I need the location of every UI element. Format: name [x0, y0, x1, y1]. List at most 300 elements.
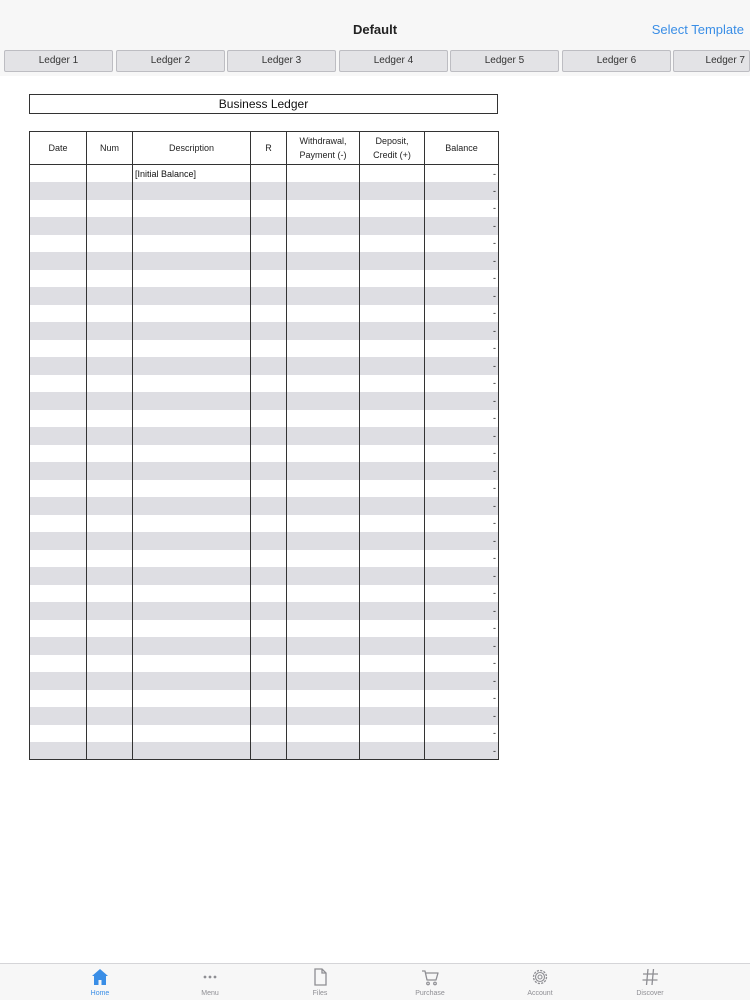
cell-balance[interactable]: -	[425, 637, 499, 655]
cell-deposit[interactable]	[360, 165, 425, 183]
cell-num[interactable]	[87, 270, 133, 288]
cell-r[interactable]	[251, 690, 287, 708]
cell-num[interactable]	[87, 515, 133, 533]
cell-num[interactable]	[87, 707, 133, 725]
sheet-tab-bar	[0, 48, 750, 76]
cell-num[interactable]	[87, 305, 133, 323]
cell-num[interactable]	[87, 165, 133, 183]
cell-description[interactable]	[133, 550, 251, 568]
cell-r[interactable]	[251, 480, 287, 498]
cell-deposit[interactable]	[360, 410, 425, 428]
cell-withdrawal[interactable]	[287, 165, 360, 183]
cell-description[interactable]	[133, 375, 251, 393]
cell-description[interactable]	[133, 445, 251, 463]
column-header-date[interactable]	[30, 132, 87, 165]
cell-r[interactable]	[251, 532, 287, 550]
column-header-balance[interactable]	[425, 132, 499, 165]
cell-description[interactable]	[133, 252, 251, 270]
cell-deposit[interactable]	[360, 672, 425, 690]
cell-deposit[interactable]	[360, 655, 425, 673]
cell-deposit[interactable]	[360, 182, 425, 200]
cell-r[interactable]	[251, 515, 287, 533]
cell-num[interactable]	[87, 637, 133, 655]
cell-date[interactable]	[30, 392, 87, 410]
tab-ledger-3[interactable]: Ledger 3	[227, 50, 336, 72]
tab-ledger-6[interactable]: Ledger 6	[562, 50, 671, 72]
cell-balance[interactable]: -	[425, 707, 499, 725]
cell-balance[interactable]: -	[425, 532, 499, 550]
table-row	[30, 427, 499, 445]
column-header-deposit-line1: Deposit,	[375, 136, 409, 146]
cell-withdrawal[interactable]	[287, 410, 360, 428]
cell-description[interactable]	[133, 322, 251, 340]
cell-deposit[interactable]	[360, 392, 425, 410]
bottom-tab-purchase[interactable]	[395, 967, 465, 997]
cell-description[interactable]	[133, 182, 251, 200]
cell-num[interactable]	[87, 462, 133, 480]
cell-num[interactable]	[87, 497, 133, 515]
cell-deposit[interactable]	[360, 480, 425, 498]
cell-balance[interactable]: -	[425, 742, 499, 760]
cell-date[interactable]	[30, 217, 87, 235]
cell-withdrawal[interactable]	[287, 497, 360, 515]
cell-deposit[interactable]	[360, 637, 425, 655]
cell-description[interactable]	[133, 305, 251, 323]
cell-r[interactable]	[251, 725, 287, 743]
table-row	[30, 322, 499, 340]
cell-num[interactable]	[87, 375, 133, 393]
cell-description[interactable]	[133, 672, 251, 690]
cell-withdrawal[interactable]	[287, 585, 360, 603]
table-row	[30, 392, 499, 410]
cell-num[interactable]	[87, 357, 133, 375]
cell-balance[interactable]: -	[425, 165, 499, 183]
cell-balance[interactable]: -	[425, 217, 499, 235]
cell-date[interactable]	[30, 532, 87, 550]
column-header-withdrawal-line1: Withdrawal,	[299, 136, 347, 146]
cell-description[interactable]	[133, 480, 251, 498]
cell-withdrawal[interactable]	[287, 515, 360, 533]
cell-date[interactable]	[30, 707, 87, 725]
cell-description[interactable]	[133, 532, 251, 550]
cell-r[interactable]	[251, 252, 287, 270]
table-row	[30, 567, 499, 585]
cell-date[interactable]	[30, 462, 87, 480]
cell-num[interactable]	[87, 182, 133, 200]
cell-r[interactable]	[251, 305, 287, 323]
cell-deposit[interactable]	[360, 427, 425, 445]
cell-withdrawal[interactable]	[287, 602, 360, 620]
cell-r[interactable]	[251, 235, 287, 253]
cell-description[interactable]	[133, 235, 251, 253]
cell-num[interactable]	[87, 392, 133, 410]
column-header-num-label: Num	[99, 143, 119, 153]
cell-description[interactable]	[133, 462, 251, 480]
cell-withdrawal[interactable]	[287, 200, 360, 218]
cell-date[interactable]	[30, 375, 87, 393]
table-row	[30, 637, 499, 655]
cell-deposit[interactable]	[360, 725, 425, 743]
cell-deposit[interactable]	[360, 462, 425, 480]
cell-r[interactable]	[251, 392, 287, 410]
cell-deposit[interactable]	[360, 550, 425, 568]
cell-date[interactable]	[30, 322, 87, 340]
cell-date[interactable]	[30, 340, 87, 358]
cell-withdrawal[interactable]	[287, 427, 360, 445]
select-template-button[interactable]: Select Template	[651, 22, 744, 37]
table-row	[30, 217, 499, 235]
cell-date[interactable]	[30, 585, 87, 603]
cell-date[interactable]	[30, 182, 87, 200]
cell-deposit[interactable]	[360, 235, 425, 253]
cell-withdrawal[interactable]	[287, 550, 360, 568]
cell-deposit[interactable]	[360, 340, 425, 358]
column-header-description[interactable]	[133, 132, 251, 165]
cell-withdrawal[interactable]	[287, 707, 360, 725]
cell-r[interactable]	[251, 200, 287, 218]
cell-withdrawal[interactable]	[287, 322, 360, 340]
cell-deposit[interactable]	[360, 585, 425, 603]
cell-deposit[interactable]	[360, 567, 425, 585]
cell-r[interactable]	[251, 427, 287, 445]
cell-description[interactable]	[133, 515, 251, 533]
cell-description[interactable]	[133, 655, 251, 673]
cell-date[interactable]	[30, 357, 87, 375]
column-header-withdrawal[interactable]	[287, 132, 360, 165]
cell-withdrawal[interactable]	[287, 655, 360, 673]
bottom-tab-discover[interactable]	[615, 967, 685, 997]
cell-r[interactable]	[251, 742, 287, 760]
cell-num[interactable]	[87, 585, 133, 603]
cell-withdrawal[interactable]	[287, 690, 360, 708]
cell-balance[interactable]: -	[425, 567, 499, 585]
more-dots-icon	[200, 967, 220, 987]
cell-withdrawal[interactable]	[287, 445, 360, 463]
cell-r[interactable]	[251, 217, 287, 235]
cell-balance[interactable]: -	[425, 620, 499, 638]
bottom-tab-purchase-label: Purchase	[415, 990, 445, 997]
cell-balance[interactable]: -	[425, 655, 499, 673]
cell-deposit[interactable]	[360, 602, 425, 620]
cell-balance[interactable]: -	[425, 392, 499, 410]
table-row	[30, 655, 499, 673]
cell-withdrawal[interactable]	[287, 217, 360, 235]
cell-balance[interactable]: -	[425, 480, 499, 498]
column-header-deposit[interactable]	[360, 132, 425, 165]
bottom-tab-home[interactable]	[65, 967, 135, 997]
cell-r[interactable]	[251, 567, 287, 585]
cell-balance[interactable]: -	[425, 252, 499, 270]
cell-r[interactable]	[251, 672, 287, 690]
cell-description[interactable]	[133, 707, 251, 725]
cell-date[interactable]	[30, 427, 87, 445]
cell-date[interactable]	[30, 515, 87, 533]
cell-withdrawal[interactable]	[287, 532, 360, 550]
column-header-withdrawal-line2: Payment (-)	[299, 150, 347, 160]
cell-description[interactable]	[133, 427, 251, 445]
cell-date[interactable]	[30, 480, 87, 498]
table-row	[30, 445, 499, 463]
cell-date[interactable]	[30, 235, 87, 253]
cell-date[interactable]	[30, 287, 87, 305]
cell-num[interactable]	[87, 672, 133, 690]
tab-ledger-5[interactable]: Ledger 5	[450, 50, 559, 72]
cell-withdrawal[interactable]	[287, 742, 360, 760]
bottom-tab-bar	[0, 963, 750, 1000]
cell-num[interactable]	[87, 602, 133, 620]
bottom-tab-menu[interactable]	[175, 967, 245, 997]
table-header-row	[30, 132, 499, 165]
ledger-table	[29, 131, 499, 760]
cell-description[interactable]	[133, 620, 251, 638]
table-row	[30, 690, 499, 708]
column-header-description-label: Description	[168, 143, 215, 153]
file-icon	[310, 967, 330, 987]
cell-description[interactable]	[133, 357, 251, 375]
cell-num[interactable]	[87, 550, 133, 568]
cell-description[interactable]	[133, 340, 251, 358]
cell-balance[interactable]: -	[425, 725, 499, 743]
cell-date[interactable]	[30, 410, 87, 428]
cell-deposit[interactable]	[360, 497, 425, 515]
cell-withdrawal[interactable]	[287, 340, 360, 358]
cell-num[interactable]	[87, 620, 133, 638]
cell-r[interactable]	[251, 340, 287, 358]
cell-deposit[interactable]	[360, 252, 425, 270]
cell-r[interactable]	[251, 410, 287, 428]
column-header-num[interactable]	[87, 132, 133, 165]
cell-description[interactable]	[133, 287, 251, 305]
cell-num[interactable]	[87, 480, 133, 498]
cell-date[interactable]	[30, 270, 87, 288]
cell-r[interactable]	[251, 620, 287, 638]
cell-withdrawal[interactable]	[287, 725, 360, 743]
cell-withdrawal[interactable]	[287, 235, 360, 253]
cell-balance[interactable]: -	[425, 585, 499, 603]
cell-r[interactable]	[251, 550, 287, 568]
table-row	[30, 497, 499, 515]
tab-ledger-1[interactable]: Ledger 1	[4, 50, 113, 72]
table-row	[30, 672, 499, 690]
cell-withdrawal[interactable]	[287, 305, 360, 323]
cell-description[interactable]	[133, 690, 251, 708]
cell-r[interactable]	[251, 707, 287, 725]
cell-balance[interactable]: -	[425, 182, 499, 200]
cell-num[interactable]	[87, 742, 133, 760]
cell-r[interactable]	[251, 375, 287, 393]
cell-balance[interactable]: -	[425, 515, 499, 533]
cell-date[interactable]	[30, 602, 87, 620]
cell-r[interactable]	[251, 270, 287, 288]
cell-r[interactable]	[251, 322, 287, 340]
cell-withdrawal[interactable]	[287, 252, 360, 270]
cell-description[interactable]	[133, 637, 251, 655]
cell-withdrawal[interactable]	[287, 462, 360, 480]
cell-deposit[interactable]	[360, 287, 425, 305]
cell-deposit[interactable]	[360, 707, 425, 725]
cell-description[interactable]	[133, 742, 251, 760]
cell-deposit[interactable]	[360, 305, 425, 323]
cell-r[interactable]	[251, 462, 287, 480]
cell-deposit[interactable]	[360, 270, 425, 288]
bottom-tab-files-label: Files	[312, 990, 328, 997]
cell-num[interactable]	[87, 410, 133, 428]
cell-num[interactable]	[87, 340, 133, 358]
cell-num[interactable]	[87, 532, 133, 550]
tab-ledger-7[interactable]: Ledger 7	[673, 50, 750, 72]
cell-balance[interactable]: -	[425, 462, 499, 480]
cell-description[interactable]	[133, 602, 251, 620]
cell-balance[interactable]: -	[425, 410, 499, 428]
cell-deposit[interactable]	[360, 217, 425, 235]
cell-date[interactable]	[30, 690, 87, 708]
cell-withdrawal[interactable]	[287, 637, 360, 655]
cell-num[interactable]	[87, 690, 133, 708]
table-row	[30, 305, 499, 323]
table-row	[30, 182, 499, 200]
cell-date[interactable]	[30, 655, 87, 673]
cell-description[interactable]	[133, 200, 251, 218]
cell-date[interactable]	[30, 620, 87, 638]
cell-date[interactable]	[30, 200, 87, 218]
cell-balance[interactable]: -	[425, 427, 499, 445]
table-row	[30, 480, 499, 498]
cell-deposit[interactable]	[360, 357, 425, 375]
cell-balance[interactable]: -	[425, 340, 499, 358]
cell-num[interactable]	[87, 252, 133, 270]
cell-deposit[interactable]	[360, 515, 425, 533]
cell-deposit[interactable]	[360, 375, 425, 393]
cell-date[interactable]	[30, 567, 87, 585]
tab-ledger-4[interactable]: Ledger 4	[339, 50, 448, 72]
table-row	[30, 357, 499, 375]
cell-num[interactable]	[87, 217, 133, 235]
cell-date[interactable]	[30, 550, 87, 568]
cell-description[interactable]: [Initial Balance]	[133, 165, 251, 183]
cell-balance[interactable]: -	[425, 305, 499, 323]
cell-balance[interactable]: -	[425, 602, 499, 620]
bottom-tab-account[interactable]	[505, 967, 575, 997]
cell-withdrawal[interactable]	[287, 672, 360, 690]
ledger-title[interactable]: Business Ledger	[29, 94, 498, 114]
cell-withdrawal[interactable]	[287, 357, 360, 375]
cell-withdrawal[interactable]	[287, 567, 360, 585]
cell-withdrawal[interactable]	[287, 480, 360, 498]
cell-r[interactable]	[251, 165, 287, 183]
cell-r[interactable]	[251, 585, 287, 603]
cell-date[interactable]	[30, 165, 87, 183]
cell-r[interactable]	[251, 497, 287, 515]
cell-num[interactable]	[87, 322, 133, 340]
cell-num[interactable]	[87, 287, 133, 305]
cell-r[interactable]	[251, 655, 287, 673]
table-row	[30, 235, 499, 253]
cell-description[interactable]	[133, 392, 251, 410]
cell-date[interactable]	[30, 497, 87, 515]
cell-balance[interactable]: -	[425, 690, 499, 708]
cell-deposit[interactable]	[360, 200, 425, 218]
page-title: Default	[352, 22, 398, 37]
cell-date[interactable]	[30, 637, 87, 655]
cell-withdrawal[interactable]	[287, 287, 360, 305]
table-row	[30, 270, 499, 288]
cell-num[interactable]	[87, 235, 133, 253]
home-icon	[90, 967, 110, 987]
cell-r[interactable]	[251, 357, 287, 375]
cell-balance[interactable]: -	[425, 672, 499, 690]
bottom-tab-home-label: Home	[90, 990, 110, 997]
cell-num[interactable]	[87, 427, 133, 445]
table-row	[30, 742, 499, 760]
cell-date[interactable]	[30, 445, 87, 463]
cell-description[interactable]	[133, 217, 251, 235]
cell-date[interactable]	[30, 672, 87, 690]
cell-num[interactable]	[87, 725, 133, 743]
table-row	[30, 200, 499, 218]
cell-balance[interactable]: -	[425, 322, 499, 340]
cell-balance[interactable]: -	[425, 287, 499, 305]
cell-withdrawal[interactable]	[287, 182, 360, 200]
cell-withdrawal[interactable]	[287, 270, 360, 288]
cell-r[interactable]	[251, 182, 287, 200]
cell-deposit[interactable]	[360, 690, 425, 708]
cell-deposit[interactable]	[360, 445, 425, 463]
cell-deposit[interactable]	[360, 322, 425, 340]
cell-date[interactable]	[30, 725, 87, 743]
cell-date[interactable]	[30, 305, 87, 323]
cell-r[interactable]	[251, 637, 287, 655]
cell-balance[interactable]: -	[425, 357, 499, 375]
cell-num[interactable]	[87, 200, 133, 218]
cell-r[interactable]	[251, 602, 287, 620]
cell-num[interactable]	[87, 655, 133, 673]
cell-num[interactable]	[87, 445, 133, 463]
cell-description[interactable]	[133, 567, 251, 585]
column-header-r[interactable]	[251, 132, 287, 165]
tab-ledger-2[interactable]: Ledger 2	[116, 50, 225, 72]
top-navigation-bar	[0, 0, 750, 48]
cell-withdrawal[interactable]	[287, 392, 360, 410]
table-row	[30, 375, 499, 393]
cell-balance[interactable]: -	[425, 445, 499, 463]
cell-balance[interactable]: -	[425, 270, 499, 288]
cell-deposit[interactable]	[360, 742, 425, 760]
cell-balance[interactable]: -	[425, 200, 499, 218]
cell-date[interactable]	[30, 252, 87, 270]
cell-balance[interactable]: -	[425, 235, 499, 253]
cell-r[interactable]	[251, 287, 287, 305]
cell-description[interactable]	[133, 585, 251, 603]
cell-withdrawal[interactable]	[287, 375, 360, 393]
cell-balance[interactable]: -	[425, 497, 499, 515]
cell-r[interactable]	[251, 445, 287, 463]
cell-num[interactable]	[87, 567, 133, 585]
cell-withdrawal[interactable]	[287, 620, 360, 638]
cell-description[interactable]	[133, 725, 251, 743]
table-row	[30, 410, 499, 428]
table-row	[30, 602, 499, 620]
table-row	[30, 725, 499, 743]
cell-balance[interactable]: -	[425, 550, 499, 568]
bottom-tab-files[interactable]	[285, 967, 355, 997]
cell-description[interactable]	[133, 410, 251, 428]
cell-deposit[interactable]	[360, 532, 425, 550]
cell-date[interactable]	[30, 742, 87, 760]
cell-description[interactable]	[133, 497, 251, 515]
cell-deposit[interactable]	[360, 620, 425, 638]
cell-balance[interactable]: -	[425, 375, 499, 393]
cell-description[interactable]	[133, 270, 251, 288]
